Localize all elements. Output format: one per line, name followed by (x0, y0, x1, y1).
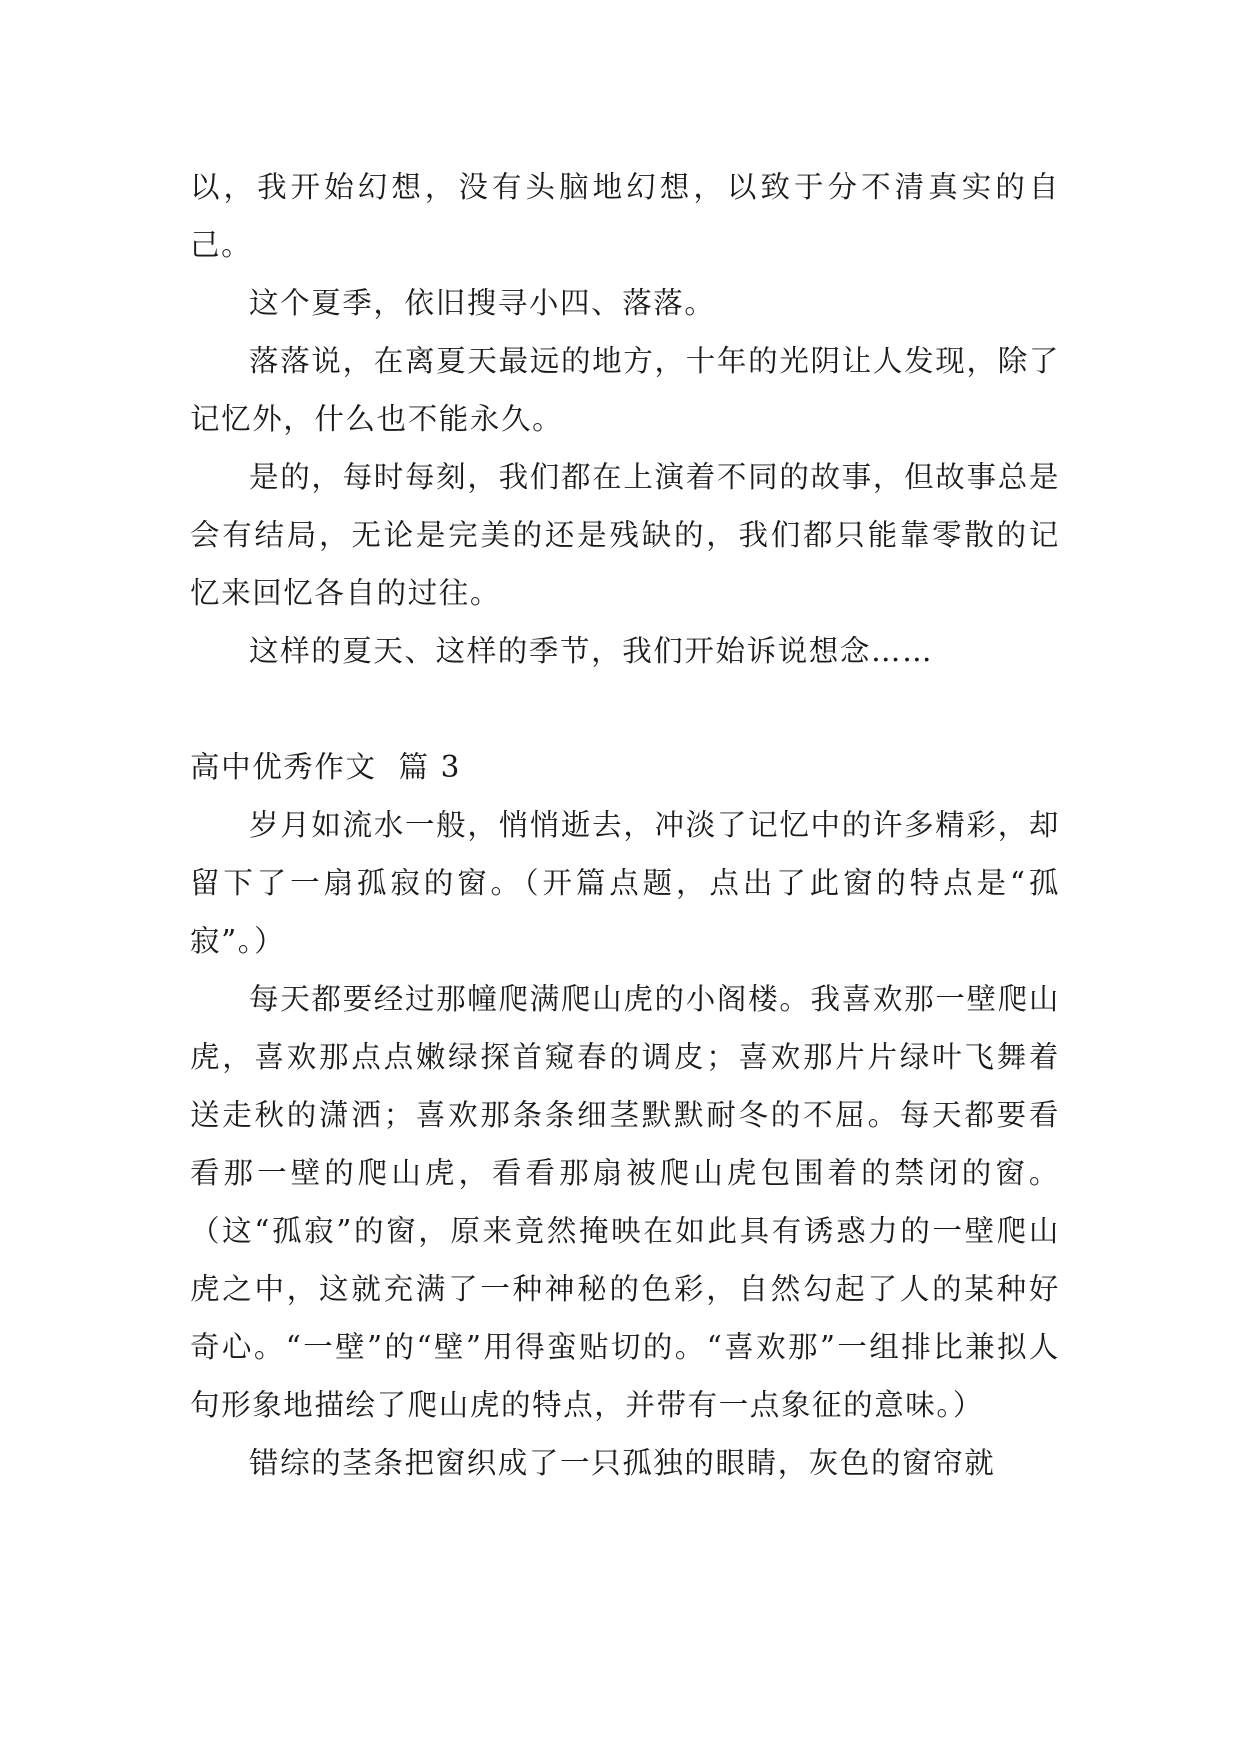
paragraph-4: 是的，每时每刻，我们都在上演着不同的故事，但故事总是会有结局，无论是完美的还是残缺的，我们都只能靠零散的记忆来回忆各自的过往。 (190, 460, 1060, 610)
section-heading: 高中优秀作文 篇 3 (190, 750, 462, 784)
paragraph-7: 每天都要经过那幢爬满爬山虎的小阁楼。我喜欢那一壁爬山虎，喜欢那点点嫩绿探首窥春的调皮；喜欢那片片绿叶飞舞着送走秋的潇洒；喜欢那条条细茎默默耐冬的不屈。每天都要看看那一壁的爬山虎，看看那扇被爬山虎包围着的禁闭的窗。（这“孤寂”的窗，原来竟然掩映在如此具有诱惑力的一壁爬山虎之中，这就充满了一种神秘的色彩，自然勾起了人的某种好奇心。“一壁”的“壁”用得蛮贴切的。“喜欢那”一组排比兼拟人句形象地描绘了爬山虎的特点，并带有一点象征的意味。） (190, 982, 1060, 1422)
paragraph-2: 这个夏季，依旧搜寻小四、落落。 (249, 286, 716, 320)
section-spacer (190, 680, 1060, 738)
paragraph-3: 落落说，在离夏天最远的地方，十年的光阴让人发现，除了记忆外，什么也不能永久。 (190, 344, 1060, 436)
paragraph-6: 岁月如流水一般，悄悄逝去，冲淡了记忆中的许多精彩，却留下了一扇孤寂的窗。（开篇点题，点出了此窗的特点是“孤寂”。） (190, 808, 1060, 958)
paragraph-8: 错综的茎条把窗织成了一只孤独的眼睛，灰色的窗帘就 (249, 1446, 996, 1480)
document-body (190, 158, 1060, 1492)
paragraph-5: 这样的夏天、这样的季节，我们开始诉说想念…… (249, 634, 934, 668)
paragraph-1: 以，我开始幻想，没有头脑地幻想，以致于分不清真实的自己。 (190, 170, 1060, 262)
